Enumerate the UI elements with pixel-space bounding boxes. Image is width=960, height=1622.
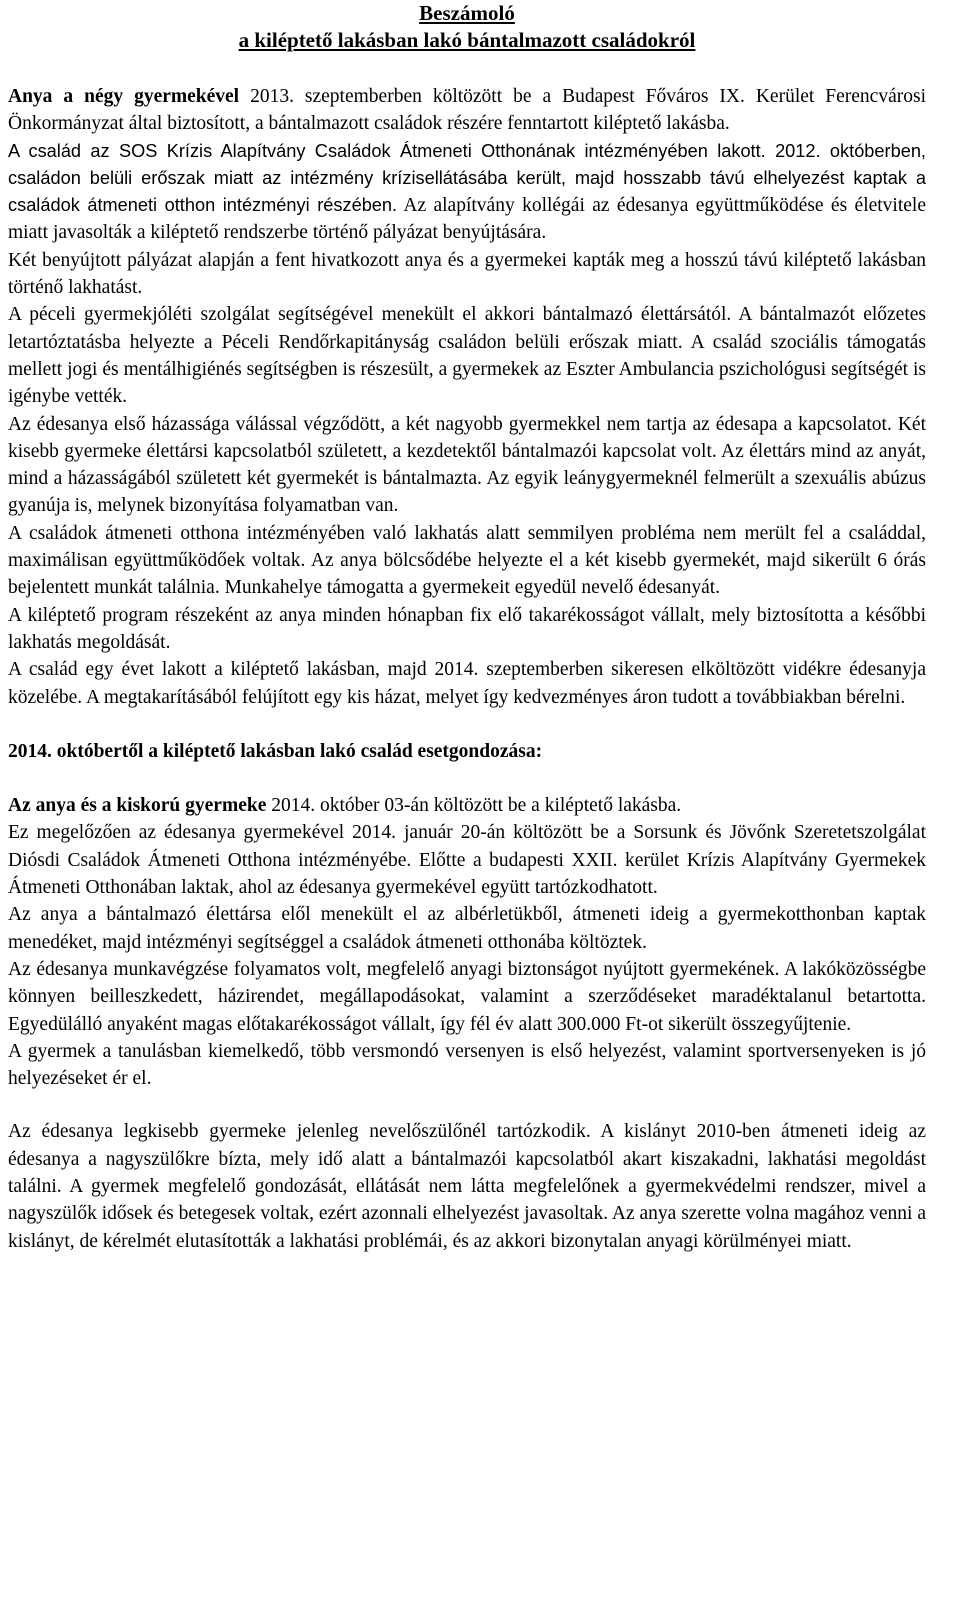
- case-paragraph-6: Az édesanya legkisebb gyermeke jelenleg nevelőszülőnél tartózkodik. A kislányt 2010-ben átmeneti ideig az édesanya a nagyszülőkre bízta, mely idő alatt a bántalmazói kapcsolatból akart kiszakadni, lakhatási megoldást találni. A gyermek megfelelő gondozását, ellátását nem látta megfelelőnek a gyermekvédelmi rendszer, mivel a nagyszülők idősek és betegesek voltak, ezért azonnali elhelyezést javasoltak. Az anya szerette volna magához venni a kislányt, de kérelmét elutasították a lakhatási problémái, és az akkori bizonytalan anyagi körülményei miatt.: [8, 1121, 926, 1252]
- case-paragraph-5: A gyermek a tanulásban kiemelkedő, több versmondó versenyen is első helyezést, valamint sportversenyeken is jó helyezéseket ér el.: [8, 1040, 926, 1090]
- intro-paragraph-3: Két benyújtott pályázat alapján a fent hivatkozott anya és a gyermekei kapták meg a hosszú távú kiléptető lakásban történő lakhatást.: [8, 249, 926, 299]
- intro-p2-sans-text: A család az SOS Krízis Alapítvány Családok Átmeneti Otthonának intézményében lakott. 2012. októberben, családon belüli erőszak miatt az intézmény krízisellátásába került, majd hosszabb távú elhelyezést kaptak a családok átmeneti otthon intézményi részében.: [8, 140, 926, 216]
- spacer: [8, 1092, 926, 1118]
- document-title: Beszámoló: [419, 1, 515, 25]
- case-paragraph-3: Az anya a bántalmazó élettársa elől menekült el az albérletükből, átmeneti ideig a gyermekotthonban kaptak menedéket, majd intézményi segítséggel a családok átmeneti otthonába költöztek.: [8, 904, 926, 953]
- case-paragraph-1: [8, 792, 926, 819]
- intro-paragraph-1: [8, 83, 926, 138]
- intro-paragraph-2: [8, 138, 926, 247]
- intro-paragraph-8: A család egy évet lakott a kiléptető lakásban, majd 2014. szeptemberben sikeresen elköltözött vidékre édesanyja közelébe. A megtakarításából felújított egy kis házat, melyet így kedvezményes áron tudott a továbbiakban bérelni.: [8, 659, 926, 708]
- case-p1-text: 2014. október 03-án költözött be a kiléptető lakásba.: [266, 795, 682, 817]
- case-paragraph-4: Az édesanya munkavégzése folyamatos volt, megfelelő anyagi biztonságot nyújtott gyermekének. A lakóközösségbe könnyen beilleszkedett, házirendet, megállapodásokat, valamint a szerződéseket maradéktalanul betartotta. Egyedülálló anyaként magas előtakarékosságot vállalt, így fél év alatt 300.000 Ft-ot sikerült összegyűjtenie.: [8, 958, 926, 1035]
- spacer: [8, 711, 926, 738]
- section-heading: [8, 738, 926, 765]
- intro-paragraph-7: A kiléptető program részeként az anya minden hónapban fix elő takarékosságot vállalt, mely biztosította a későbbi lakhatás megoldását.: [8, 604, 926, 653]
- intro-paragraph-4: A péceli gyermekjóléti szolgálat segítségével menekült el akkori bántalmazó élettársától. A bántalmazót előzetes letartóztatásba helyezte a Péceli Rendőrkapitányság családon belüli erőszak miatt. A család szociális támogatás mellett jogi és mentálhigiénés segítségben is részesült, a gyermekek az Eszter Ambulancia pszichológusi segítségét is igénybe vették.: [8, 304, 926, 408]
- intro-paragraph-5: Az édesanya első házassága válással végződött, a két nagyobb gyermekkel nem tartja az édesapa a kapcsolatot. Két kisebb gyermeke élettársi kapcsolatból született, a kezdetektől bántalmazói kapcsolat volt. Az élettárs mind az anyát, mind a házasságából született két gyermekét is bántalmazta. Az egyik leánygyermeknél felmerült a szexuális abúzus gyanúja is, melynek bizonyítása folyamatban van.: [8, 413, 926, 517]
- case-p1-bold: Az anya és a kiskorú gyermeke: [8, 795, 267, 817]
- intro-p1-text: 2013. szeptemberben költözött be a Budapest Főváros IX. Kerület Ferencvárosi Önkormányzat által biztosított, a bántalmazott családok részére fenntartott kiléptető lakásba.: [8, 86, 926, 135]
- section-heading-text: októbertől a kiléptető lakásban lakó család esetgondozása:: [51, 740, 543, 762]
- intro-paragraph-6: A családok átmeneti otthona intézményében való lakhatás alatt semmilyen probléma nem merült fel a családdal, maximálisan együttműködőek voltak. Az anya bölcsődébe helyezte el a két kisebb gyermekét, majd sikerült 6 órás bejelentett munkát találnia. Munkahelye támogatta a gyermekeit egyedül nevelő édesanyát.: [8, 522, 926, 599]
- intro-p2-text: Az alapítvány kollégái az édesanya együttműködése és életvitele miatt javasolták a kiléptető rendszerbe történő pályázat benyújtására.: [8, 195, 926, 244]
- intro-p1-bold: Anya a négy gyermekével: [8, 86, 240, 107]
- document-subtitle: a kiléptető lakásban lakó bántalmazott családokról: [238, 28, 696, 52]
- case-paragraph-2: Ez megelőzően az édesanya gyermekével 2014. január 20-án költözött be a Sorsunk és Jövőnk Szeretetszolgálat Diósdi Családok Átmeneti Otthona intézményébe. Előtte a budapesti XXII. kerület Krízis Alapítvány Gyermekek Átmeneti Otthonában laktak, ahol az édesanya gyermekével együtt tartózkodhatott.: [8, 822, 926, 899]
- document-body: [8, 83, 926, 1255]
- spacer: [8, 765, 926, 792]
- section-heading-year: 2014.: [8, 740, 52, 762]
